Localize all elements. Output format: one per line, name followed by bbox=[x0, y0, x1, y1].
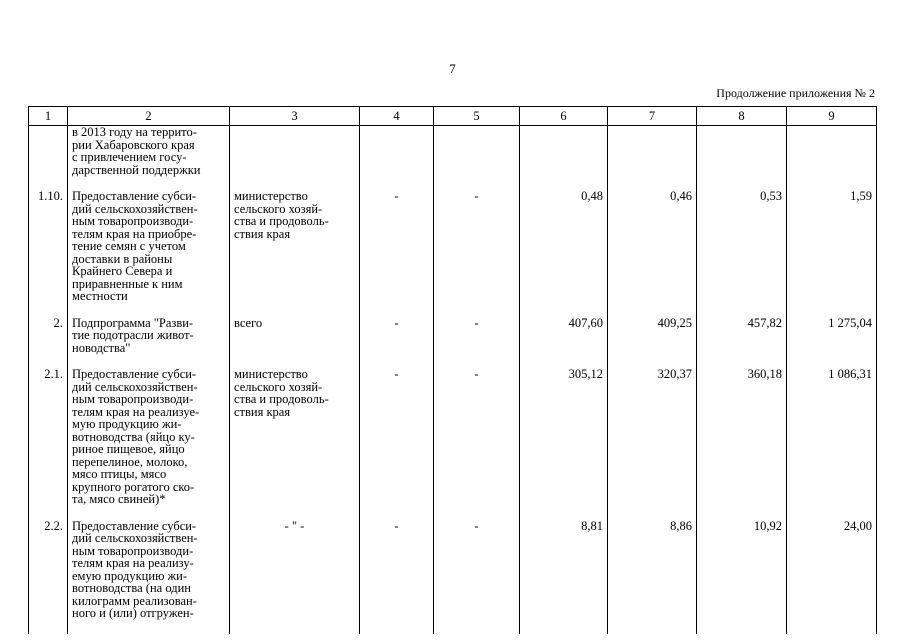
responsible-line: всего bbox=[234, 315, 263, 330]
description-line: приравненные к ним bbox=[72, 276, 183, 291]
col9-value: 24,00 bbox=[787, 520, 877, 634]
description-line: дий сельскохозяйствен- bbox=[72, 531, 198, 545]
description-line: мясо птицы, мясо bbox=[72, 467, 167, 481]
description-line: Предоставление субси- bbox=[72, 189, 197, 203]
row-number: 1.10. bbox=[29, 190, 68, 317]
description-line: ного и (или) отгружен- bbox=[72, 606, 194, 620]
description-line: та, мясо свиней)* bbox=[72, 492, 166, 506]
description-line: тение семян с учетом bbox=[72, 239, 186, 253]
responsible-line: ства и продоволь- bbox=[234, 392, 329, 406]
row-description bbox=[68, 520, 230, 634]
description-line: рии Хабаровского края bbox=[72, 137, 195, 152]
col9-value: 1,59 bbox=[787, 190, 877, 317]
col4-value: - bbox=[360, 190, 434, 317]
col7-value: 320,37 bbox=[608, 368, 697, 520]
responsible-executor bbox=[230, 368, 360, 520]
responsible-executor bbox=[230, 520, 360, 634]
description-line: тие подотрасли живот- bbox=[72, 328, 194, 342]
description-line: вотноводства (яйцо ку- bbox=[72, 429, 195, 444]
table-row bbox=[29, 520, 877, 634]
row-description bbox=[68, 368, 230, 520]
description-line: крупного рогатого ско- bbox=[72, 479, 195, 494]
description-line: мую продукцию жи- bbox=[72, 417, 182, 431]
row-description bbox=[68, 317, 230, 369]
col7-value: 0,46 bbox=[608, 190, 697, 317]
description-line: Крайнего Севера и bbox=[72, 264, 173, 278]
column-header: 7 bbox=[608, 107, 697, 126]
column-header: 4 bbox=[360, 107, 434, 126]
description-line: телям края на реализуе- bbox=[72, 404, 200, 419]
responsible-executor bbox=[230, 317, 360, 369]
column-header: 9 bbox=[787, 107, 877, 126]
description-line: Подпрограмма "Разви- bbox=[72, 315, 194, 330]
column-header: 3 bbox=[230, 107, 360, 126]
col5-value: - bbox=[434, 520, 520, 634]
col5-value: - bbox=[434, 317, 520, 369]
responsible-line: министерство bbox=[234, 189, 308, 203]
page-number: 7 bbox=[449, 61, 456, 76]
col4-value: - bbox=[360, 368, 434, 520]
col6-value: 8,81 bbox=[520, 520, 608, 634]
col4-value: - bbox=[360, 317, 434, 369]
description-line: доставки в районы bbox=[72, 251, 173, 266]
appendix-table bbox=[28, 106, 877, 634]
table-row-continuation bbox=[29, 126, 877, 191]
column-header: 8 bbox=[697, 107, 787, 126]
col8-value: 10,92 bbox=[697, 520, 787, 634]
responsible-line: сельского хозяй- bbox=[234, 379, 323, 394]
responsible-line: министерство bbox=[234, 367, 308, 381]
description-line: ным товаропроизводи- bbox=[72, 543, 194, 558]
description-line: ным товаропроизводи- bbox=[72, 392, 194, 406]
description-line: телям края на реализу- bbox=[72, 556, 194, 570]
col6-value: 407,60 bbox=[520, 317, 608, 369]
description-line: дий сельскохозяйствен- bbox=[72, 201, 198, 216]
description-line: килограмм реализован- bbox=[72, 593, 197, 608]
description-line: дарственной поддержки bbox=[72, 162, 201, 177]
column-number-row bbox=[29, 107, 877, 126]
column-header: 1 bbox=[29, 107, 68, 126]
description-line: телям края на приобре- bbox=[72, 226, 197, 241]
description-line: емую продукцию жи- bbox=[72, 568, 188, 583]
col9-value: 1 086,31 bbox=[787, 368, 877, 520]
col7-value: 409,25 bbox=[608, 317, 697, 369]
col5-value: - bbox=[434, 368, 520, 520]
description-line: ным товаропроизводи- bbox=[72, 214, 194, 228]
description-line: дий сельскохозяйствен- bbox=[72, 379, 198, 394]
row-description bbox=[68, 126, 230, 191]
responsible-line: сельского хозяй- bbox=[234, 201, 323, 216]
row-number-cell bbox=[29, 126, 68, 191]
description-line: с привлечением госу- bbox=[72, 150, 187, 164]
col8-value: 0,53 bbox=[697, 190, 787, 317]
row-description bbox=[68, 190, 230, 317]
description-line: Предоставление субси- bbox=[72, 367, 197, 381]
table-row bbox=[29, 317, 877, 369]
table-row bbox=[29, 190, 877, 317]
responsible-line: ствия края bbox=[234, 226, 291, 241]
col8-value: 457,82 bbox=[697, 317, 787, 369]
col8-value: 360,18 bbox=[697, 368, 787, 520]
responsible-line: ствия края bbox=[234, 404, 291, 419]
col6-value: 305,12 bbox=[520, 368, 608, 520]
column-header: 2 bbox=[68, 107, 230, 126]
description-line: новодства" bbox=[72, 340, 131, 355]
column-header: 6 bbox=[520, 107, 608, 126]
appendix-continuation-note: Продолжение приложения № 2 bbox=[716, 86, 875, 100]
column-header: 5 bbox=[434, 107, 520, 126]
responsible-line: - " - bbox=[284, 518, 305, 533]
col9-value: 1 275,04 bbox=[787, 317, 877, 369]
row-number: 2.2. bbox=[29, 520, 68, 634]
description-line: в 2013 году на террито- bbox=[72, 125, 197, 139]
col6-value: 0,48 bbox=[520, 190, 608, 317]
col4-value: - bbox=[360, 520, 434, 634]
description-line: риное пищевое, яйцо bbox=[72, 442, 185, 456]
description-line: перепелиное, молоко, bbox=[72, 454, 188, 469]
row-number: 2. bbox=[29, 317, 68, 369]
col7-value: 8,86 bbox=[608, 520, 697, 634]
row-number: 2.1. bbox=[29, 368, 68, 520]
responsible-line: ства и продоволь- bbox=[234, 214, 329, 228]
responsible-executor bbox=[230, 190, 360, 317]
table-row bbox=[29, 368, 877, 520]
description-line: вотноводства (на один bbox=[72, 581, 191, 595]
description-line: местности bbox=[72, 289, 128, 303]
col5-value: - bbox=[434, 190, 520, 317]
description-line: Предоставление субси- bbox=[72, 518, 197, 533]
